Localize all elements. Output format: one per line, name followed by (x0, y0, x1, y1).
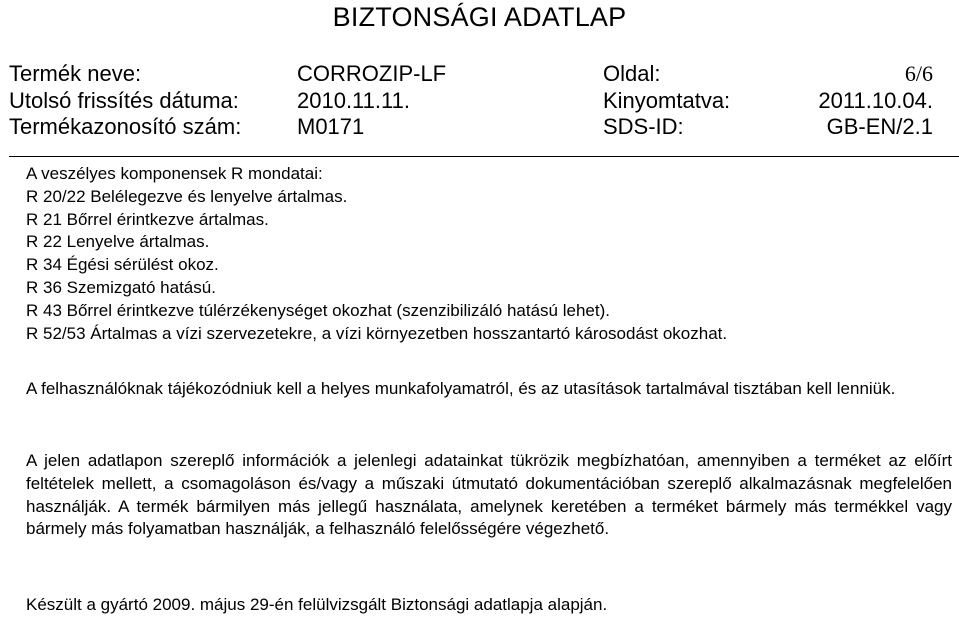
r-phrase-item: R 34 Égési sérülést okoz. (26, 255, 219, 275)
product-name-value: CORROZIP-LF (297, 61, 447, 86)
document-title: BIZTONSÁGI ADATLAP (332, 2, 627, 32)
product-name-label: Termék neve: (9, 61, 142, 86)
print-date-value: 2011.10.04. (818, 88, 933, 113)
page-label: Oldal: (603, 61, 661, 86)
product-id-value: M0171 (297, 114, 365, 139)
sds-id-value: GB-EN/2.1 (826, 114, 933, 139)
header-row-product (0, 61, 959, 87)
header-row-ids (0, 114, 959, 140)
last-update-value: 2010.11.11. (297, 88, 410, 113)
product-id-label: Termékazonosító szám: (9, 114, 242, 139)
print-date-label: Kinyomtatva: (603, 88, 731, 113)
disclaimer-paragraph: A jelen adatlapon szereplő információk a jelenlegi adatainkat tükrözik megbízhatóan, amennyiben a terméket az előírt feltételek mellett, a csomagoláson és/vagy a műszaki útmutató dokumentációban szereplő alkalmazásnak megfelelően használják. A termék bármilyen más jellegű használata, amelynek keretében a terméket bármely más termékkel vagy bármely más folyamatban használják, a felhasználó felelősségére végezhető. (26, 451, 952, 539)
r-phrase-item: R 36 Szemizgató hatású. (26, 277, 216, 297)
r-phrase-item: R 43 Bőrrel érintkezve túlérzékenységet okozhat (szenzibilizáló hatású lehet). (26, 300, 610, 320)
r-phrase-item: R 52/53 Ártalmas a vízi szervezetekre, a vízi környezetben hosszantartó károsodást okozhat. (26, 323, 728, 343)
users-note-paragraph: A felhasználóknak tájékozódniuk kell a helyes munkafolyamatról, és az utasítások tartalmával tisztában kell lenniük. (26, 379, 896, 398)
source-note: Készült a gyártó 2009. május 29-én felülvizsgált Biztonsági adatlapja alapján. (26, 595, 608, 614)
r-phrases-heading: A veszélyes komponensek R mondatai: (26, 164, 323, 183)
r-phrase-item: R 21 Bőrrel érintkezve ártalmas. (26, 209, 269, 229)
last-update-label: Utolsó frissítés dátuma: (9, 88, 239, 113)
r-phrases-section (26, 163, 952, 345)
header-divider (9, 156, 959, 157)
r-phrase-item: R 22 Lenyelve ártalmas. (26, 232, 210, 252)
sds-id-label: SDS-ID: (603, 114, 684, 139)
page-number: 6/6 (904, 61, 933, 86)
r-phrase-item: R 20/22 Belélegezve és lenyelve ártalmas. (26, 186, 348, 206)
header-row-dates (0, 88, 959, 114)
